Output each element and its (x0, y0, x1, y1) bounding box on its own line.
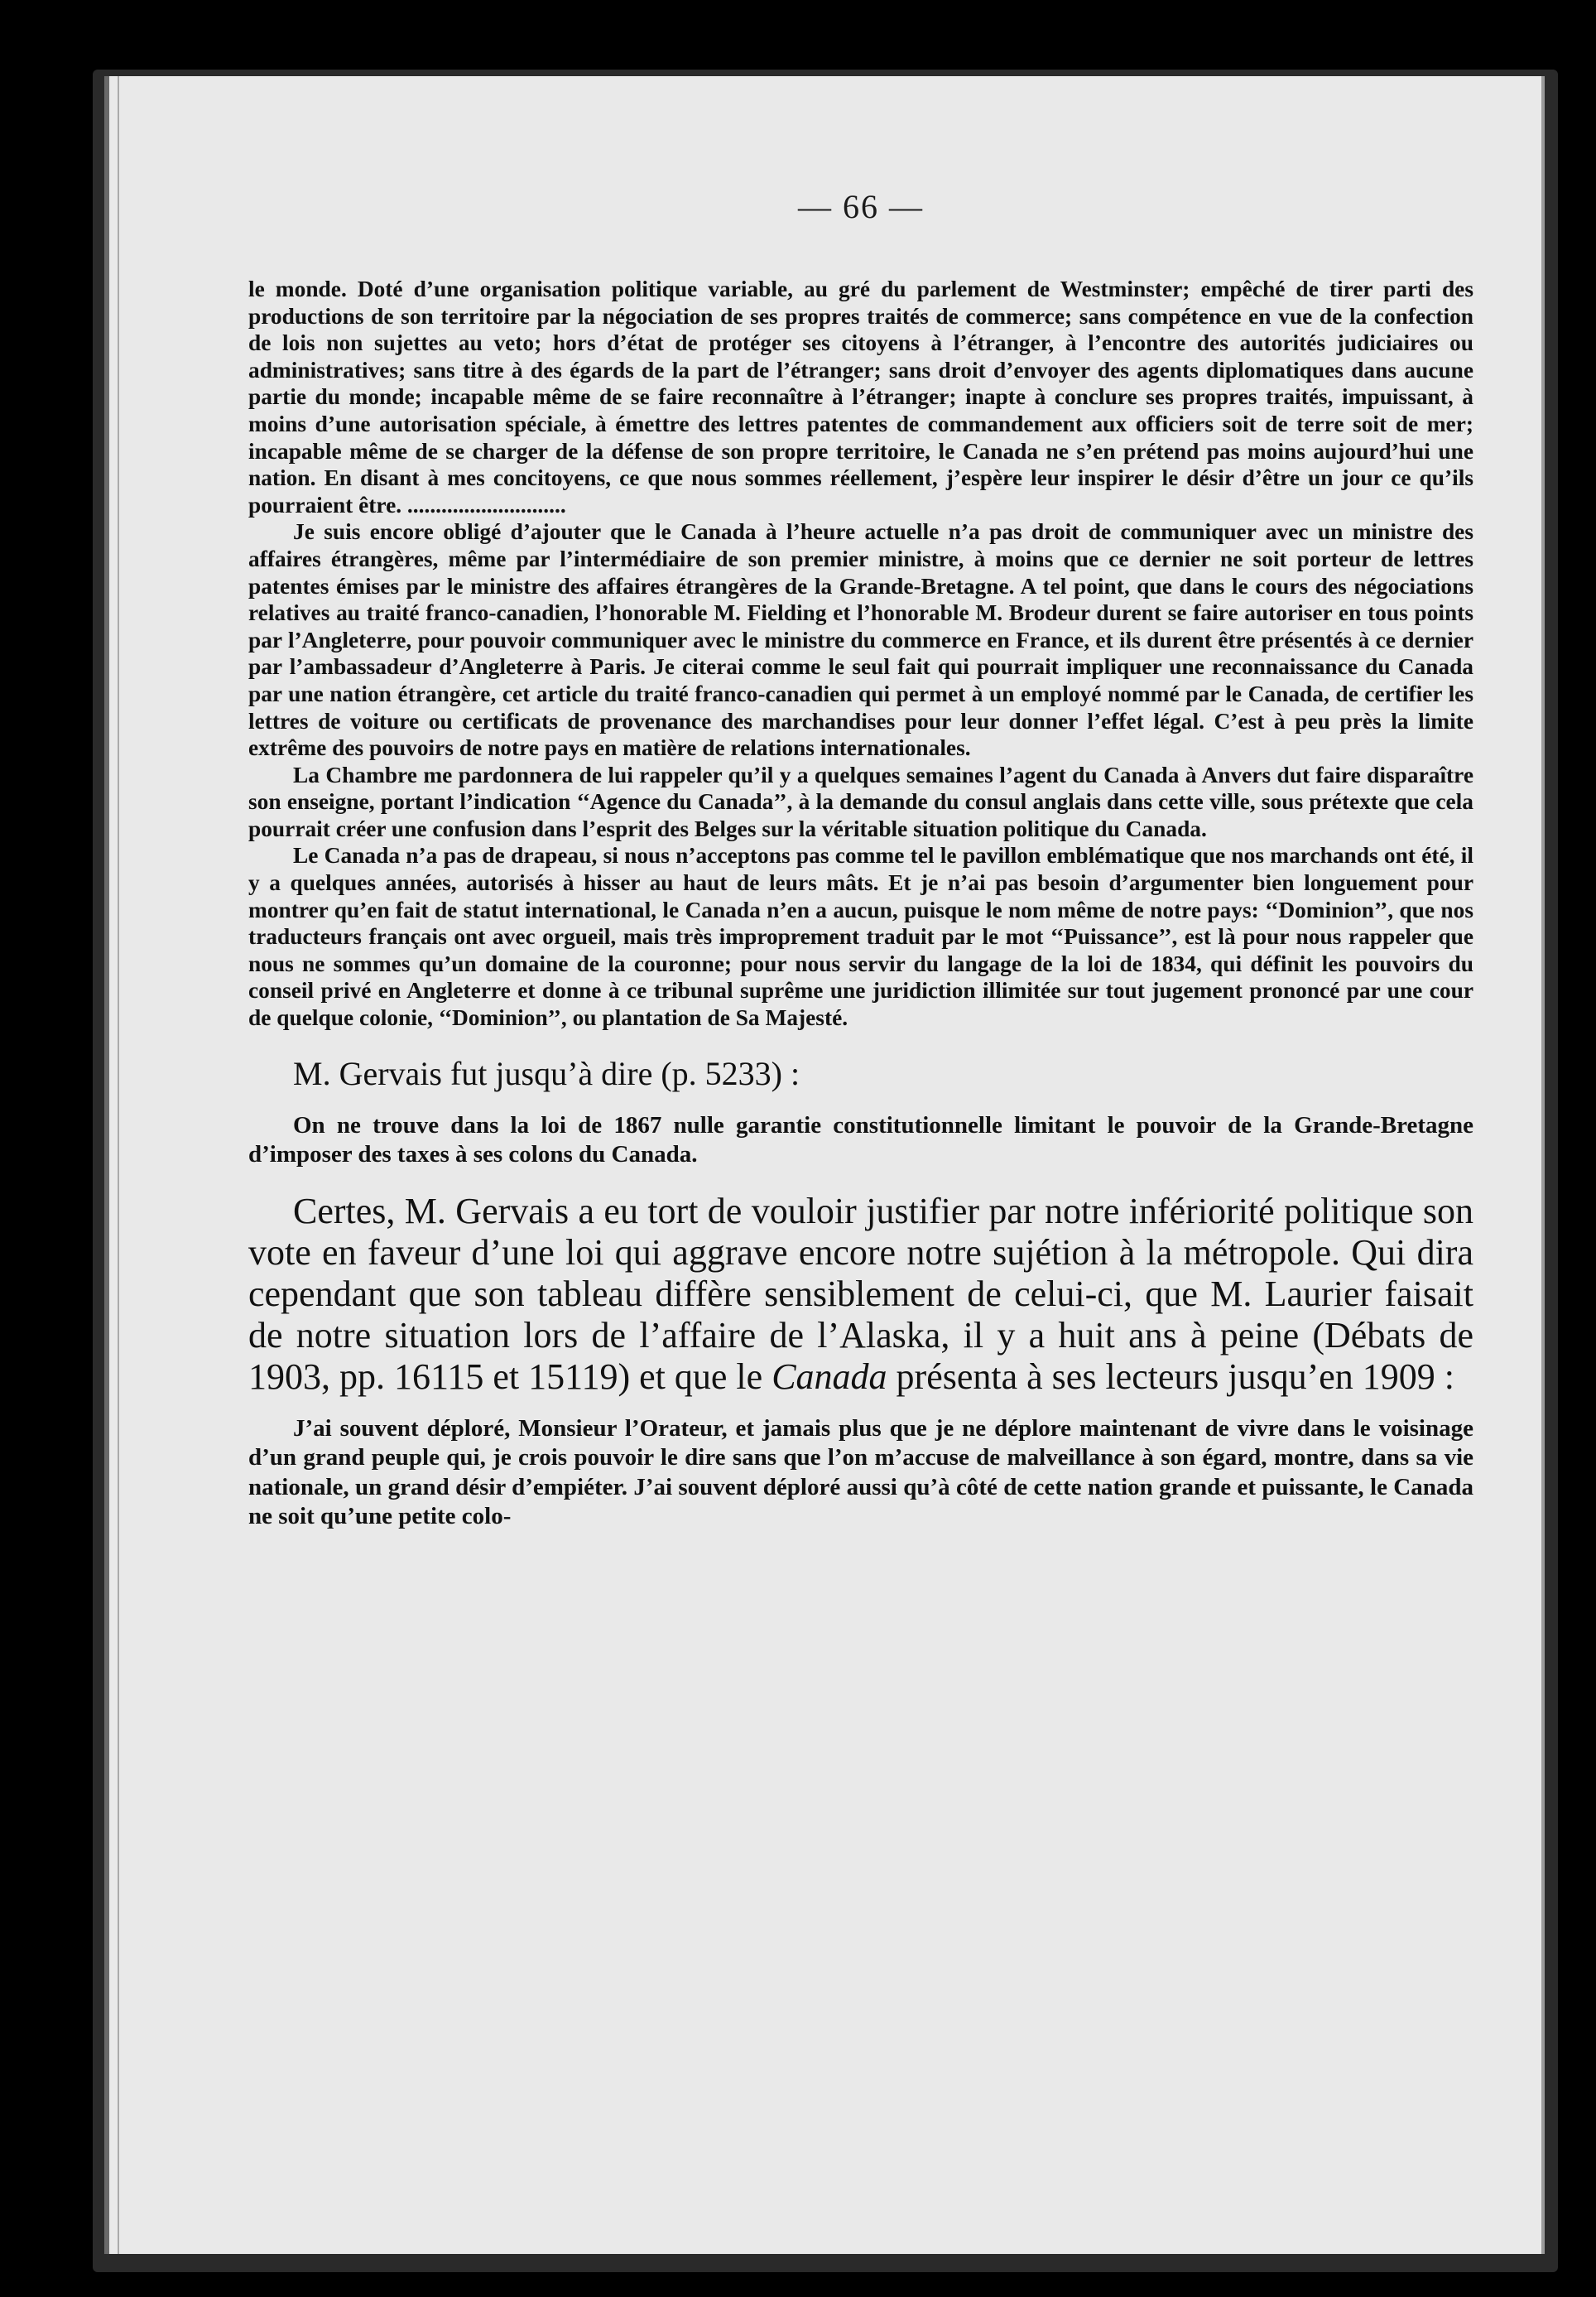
paragraph-le-canada-drapeau: Le Canada n’a pas de drapeau, si nous n’acceptons pas comme tel le pavillon emblématique que nos marchands ont été, il y a quelques années, autorisés à hisser au haut de leurs mâts. Et je n’ai pas besoin d’argumenter bien longuement pour montrer qu’en fait de statut international, le Canada n’en a aucun, puisque le nom même de notre pays: ‘‘Dominion’’, que nos traducteurs français ont avec orgueil, mais très improprement traduit par le mot ‘‘Puissance’’, est là pour nous rappeler que nous ne sommes qu’un domaine de la couronne; pour nous servir du langage de la loi de 1834, qui définit les pouvoirs du conseil privé en Angleterre et donne à ce tribunal suprême une juridiction illimitée sur tout jugement prononcé par une cour de quelque colonie, ‘‘Dominion’’, ou plantation de Sa Majesté. (248, 843, 1473, 1031)
paragraph-certes-part2: présenta à ses lecteurs jusqu’en 1909 : (887, 1356, 1455, 1397)
page-text-block (248, 166, 1473, 1532)
paragraph-certes-part1: Certes, M. Gervais a eu tort de vouloir justifier par notre infériorité politique son vote en faveur d’une loi qui aggrave encore notre sujétion à la métropole. Qui dira cependant que son tableau diffère sensiblement de celui-ci, que M. Laurier faisait de notre situation lors de l’affaire de l’Alaska, il y a huit ans à peine (Débats de 1903, pp. 16115 et 15119) et que le (248, 1190, 1473, 1397)
paragraph-le-monde: le monde. Doté d’une organisation politique variable, au gré du parlement de Westminster; empêché de tirer parti des productions de son territoire par la négociation de ses propres traités de commerce; sans compétence en vue de la confection de lois non sujettes au veto; hors d’état de protéger ses citoyens à l’étranger, à l’encontre des autorités judiciaires ou administratives; sans titre à des égards de la part de l’étranger; sans droit d’envoyer des agents diplomatiques dans aucune partie du monde; incapable même de se faire reconnaître à l’étranger; inapte à conclure ses propres traités, impuissant, à moins d’une autorisation spéciale, à émettre des lettres patentes de commandement aux officiers soit de terre soit de mer; incapable même de se charger de la défense de son propre territoire, le Canada ne s’en prétend pas moins aujourd’hui une nation. En disant à mes concitoyens, ce que nous sommes réellement, j’espère leur inspirer le désir d’être un jour ce qu’ils pourraient être. ............................ (248, 277, 1473, 518)
lead-in-gervais: M. Gervais fut jusqu’à dire (p. 5233) : (293, 1054, 800, 1092)
paragraph-la-chambre: La Chambre me pardonnera de lui rappeler qu’il y a quelques semaines l’agent du Canada à Anvers dut faire disparaître son enseigne, portant l’indication ‘‘Agence du Canada’’, à la demande du consul anglais dans cette ville, sous prétexte que cela pourrait créer une confusion dans l’esprit des Belges sur la véritable situation politique du Canada. (248, 762, 1473, 841)
page-number: — 66 — (798, 188, 924, 225)
page-edge-rule (118, 76, 119, 2254)
newspaper-title-canada: Canada (772, 1356, 887, 1397)
paragraph-certes (248, 1191, 1473, 1398)
paragraph-je-suis-encore: Je suis encore obligé d’ajouter que le Canada à l’heure actuelle n’a pas droit de communiquer avec un ministre des affaires étrangères, même par l’intermédiaire de son premier ministre, à moins que ce dernier ne soit porteur de lettres patentes émises par le ministre des affaires étrangères de la Grande-Bretagne. A tel point, que dans le cours des négociations relatives au traité franco-canadien, l’honorable M. Fielding et l’honorable M. Brodeur durent se faire autoriser en tous points par l’Angleterre, pour pouvoir communiquer avec le ministre du commerce en France, et ils durent être présentés à ce dernier par l’ambassadeur d’Angleterre à Paris. Je citerai comme le seul fait qui pourrait impliquer une reconnaissance du Canada par une nation étrangère, cet article du traité franco-canadien qui permet à un employé nommé par le Canada, de certifier les lettres de voiture ou certificats de provenance des marchandises pour leur donner l’effet légal. C’est à peu près la limite extrême des pouvoirs de notre pays en matière de relations internationales. (248, 519, 1473, 761)
quote-loi-1867: On ne trouve dans la loi de 1867 nulle garantie constitutionnelle limitant le pouvoir de la Grande-Bretagne d’imposer des taxes à ses colons du Canada. (248, 1111, 1473, 1168)
quote-laurier: J’ai souvent déploré, Monsieur l’Orateur, et jamais plus que je ne déplore maintenant de vivre dans le voisinage d’un grand peuple qui, je crois pouvoir le dire sans que l’on m’accuse de malveillance à son égard, montre, dans sa vie nationale, un grand désir d’empiéter. J’ai souvent déploré aussi qu’à côté de cette nation grande et puissante, le Canada ne soit qu’une petite colo- (248, 1414, 1473, 1530)
